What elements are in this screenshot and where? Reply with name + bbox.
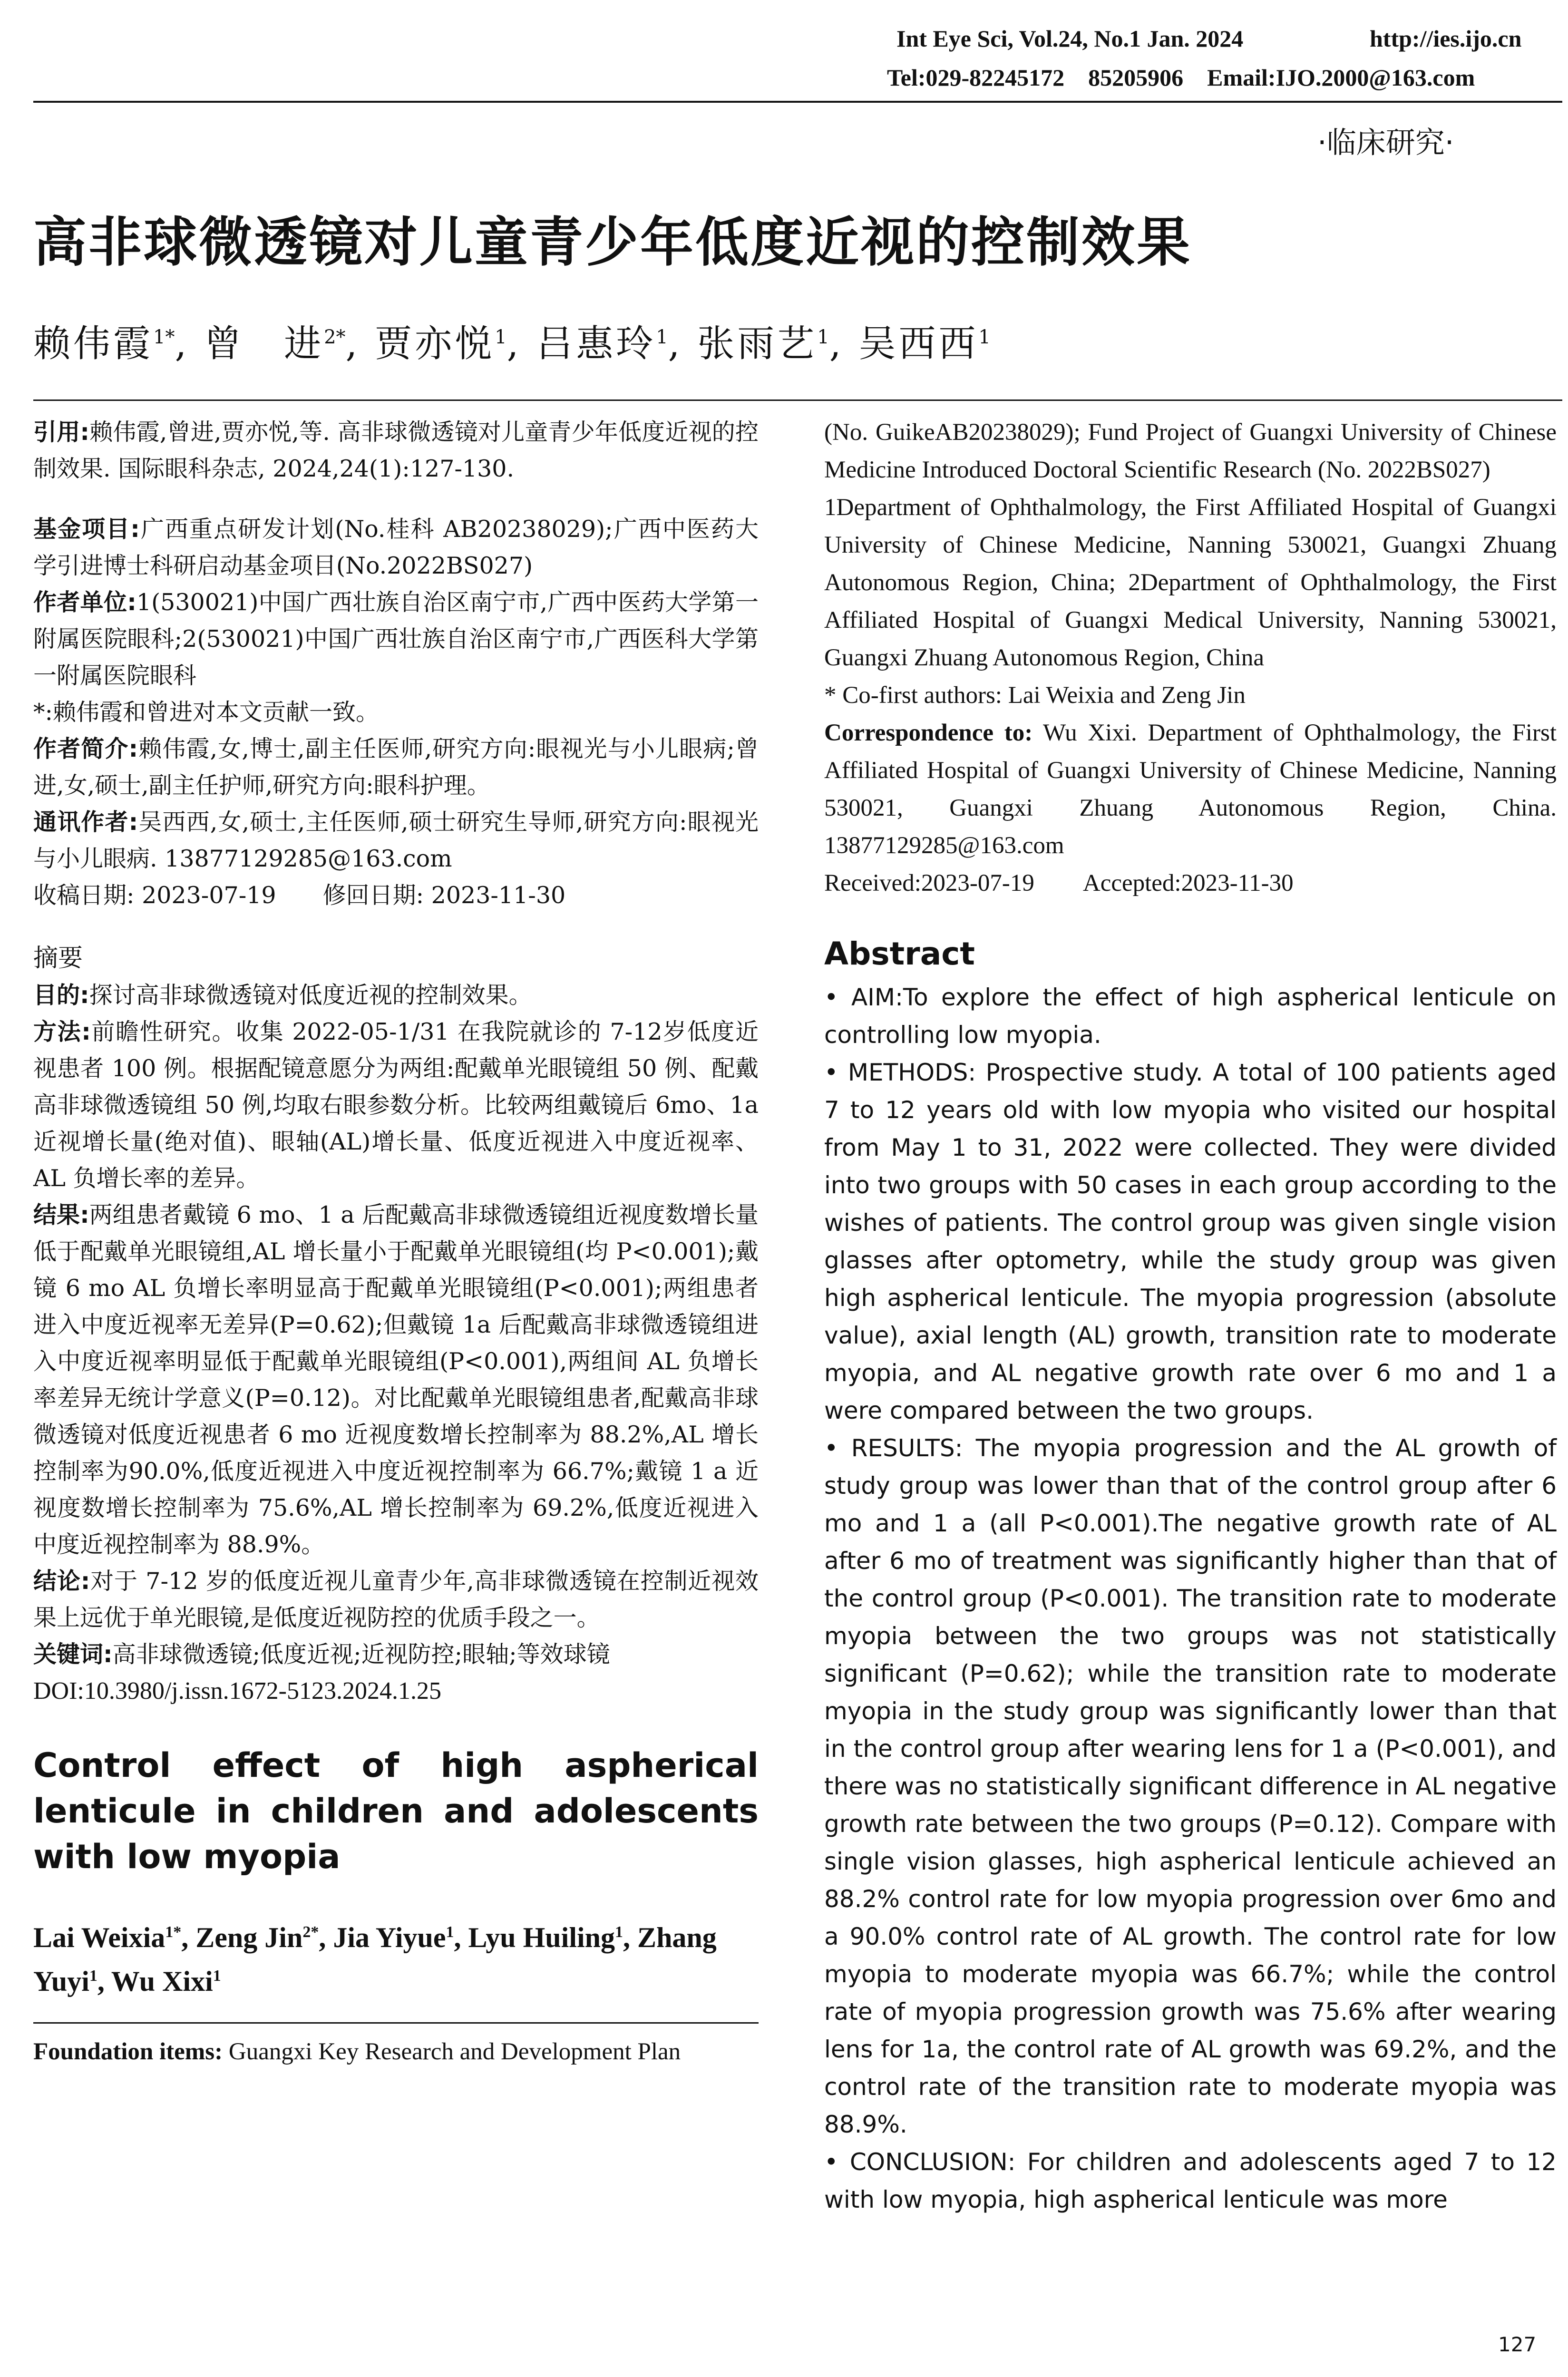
author-name: Wu Xixi: [111, 1966, 213, 1997]
unit-text: 1(530021)中国广西壮族自治区南宁市,广西中医药大学第一附属医院眼科;2(530021)中国广西壮族自治区南宁市,广西医科大学第一附属医院眼科: [33, 589, 759, 689]
foundation-label: Foundation items:: [33, 2038, 223, 2065]
title-rule: [33, 399, 1562, 401]
citation-block: [33, 414, 759, 487]
unit-label: 作者单位:: [33, 589, 136, 616]
journal-citation-line: Int Eye Sci, Vol.24, No.1 Jan. 2024: [896, 25, 1244, 52]
author-name: 赖伟霞: [33, 322, 154, 365]
author-list-en: Lai Weixia$^{1*}$, Zeng Jin$^{2*}$, Jia Yiyue$^1$, Lyu Huiling$^1$, Zhang Yuyi$^1$, Wu Xixi$^1$: [33, 1922, 717, 1997]
author-affiliation-mark: 1: [615, 1923, 623, 1941]
fund-label: 基金项目:: [33, 516, 140, 543]
received-accepted-dates: Received:2023-07-19 Accepted:2023-11-30: [824, 870, 1294, 896]
author-affiliation-mark: 2*: [324, 326, 346, 348]
keywords-label: 关键词:: [33, 1641, 113, 1668]
article-category: ·临床研究·: [1317, 125, 1454, 160]
aim-text: 探讨高非球微透镜对低度近视的控制效果。: [89, 982, 532, 1009]
author-name: Jia Yiyue: [333, 1922, 446, 1953]
methods-block: [33, 1013, 759, 1197]
conclusion-text: 对于 7-12 岁的低度近视儿童青少年,高非球微透镜在控制近视效果上远优于单光眼镜,是低度近视防控的优质手段之一。: [33, 1568, 759, 1631]
received-dates: 收稿日期: 2023-07-19 修回日期: 2023-11-30: [33, 882, 566, 909]
affiliations-en: 1Department of Ophthalmology, the First Affiliated Hospital of Guangxi University of Chinese Medicine, Nanning 530021, Guangxi Zhuang Autonomous Region, China; 2Department of Ophthalmology, the First Affiliated Hospital of Guangxi Medical University, Nanning 530021, Guangxi Zhuang Autonomous Region, China: [824, 494, 1557, 671]
journal-url: http://ies.ijo.cn: [1370, 25, 1522, 52]
article-title: 高非球微透镜对儿童青少年低度近视的控制效果: [33, 212, 1192, 273]
doi: DOI:10.3980/j.issn.1672-5123.2024.1.25: [33, 1677, 441, 1705]
bio-label: 作者简介:: [33, 735, 138, 762]
foundation-items: [33, 2033, 759, 2071]
unit-block: [33, 584, 759, 694]
author-affiliation-mark: 1: [978, 326, 991, 348]
author-name: Lyu Huiling: [468, 1922, 615, 1953]
foundation-continued: (No. GuikeAB20238029); Fund Project of Guangxi University of Chinese Medicine Introduced Doctoral Scientific Research (No. 2022BS027): [824, 419, 1557, 483]
author-name: 吕惠玲: [536, 322, 656, 365]
abstract-heading: 摘要: [33, 944, 83, 973]
author-affiliation-mark: 1: [446, 1923, 454, 1941]
methods-text: 前瞻性研究。收集 2022-05-1/31 在我院就诊的 7-12岁低度近视患者 100 例。根据配镜意愿分为两组:配戴单光眼镜组 50 例、配戴高非球微透镜组 50 例,均取右眼参数分析。比较两组戴镜后 6mo、1a 近视增长量(绝对值)、眼轴(AL)增长量、低度近视进入中度近视率、AL 负增长率的差异。: [33, 1018, 759, 1192]
left-column: [33, 414, 759, 2071]
author-name: 吴西西: [858, 322, 979, 365]
author-affiliation-mark: 1: [89, 1967, 97, 1985]
results-en: • RESULTS: The myopia progression and the AL growth of study group was lower than that of the control group after 6 mo and 1 a (all P<0.001).The negative growth rate of AL after 6 mo of treatment was significantly higher than that of the control group (P<0.001). The transition rate to moderate myopia between the two groups was not statistically significant (P=0.62); while the transition rate to moderate myopia in the study group was significantly lower than that in the control group after wearing lens for 1 a (P<0.001), and there was no statistically significant difference in AL negative growth rate between the two groups (P=0.12). Compare with single vision glasses, high aspherical lenticule achieved an 88.2% control rate for low myopia progression over 6mo and a 90.0% control rate of AL growth. The control rate for low myopia to moderate myopia was 66.7%; while the control rate of myopia progression growth was 75.6% after wearing lens for 1a, the control rate of AL growth was 69.2%, and the control rate of the transition rate to moderate myopia was 88.9%.: [824, 1434, 1557, 2138]
cofirst-note: * Co-first authors: Lai Weixia and Zeng Jin: [824, 682, 1246, 709]
corresponding-label: 通讯作者:: [33, 809, 138, 836]
contribution-note: *:赖伟霞和曾进对本文贡献一致。: [33, 699, 380, 726]
methods-en: • METHODS: Prospective study. A total of 100 patients aged 7 to 12 years old with low myopia who visited our hospital from May 1 to 31, 2022 were collected. They were divided into two groups with 50 cases in each group according to the wishes of patients. The control group was given single vision glasses after optometry, while the study group was given high aspherical lenticule. The myopia progression (absolute value), axial length (AL) growth, transition rate to moderate myopia, and AL negative growth rate over 6 mo and 1 a were compared between the two groups.: [824, 1059, 1557, 1424]
corresponding-block: [33, 804, 759, 877]
aim-label: 目的:: [33, 982, 89, 1009]
keywords-text: 高非球微透镜;低度近视;近视防控;眼轴;等效球镜: [112, 1641, 610, 1668]
correspondence-text: Wu Xixi. Department of Ophthalmology, the First Affiliated Hospital of Guangxi University of Chinese Medicine, Nanning 530021, Guangxi Zhuang Autonomous Region, China. 13877129285@163.com: [824, 720, 1557, 859]
keywords-block: [33, 1636, 759, 1673]
fund-block: [33, 511, 759, 584]
author-list-cn: 赖伟霞$^{1*}$, 曾 进$^{2*}$, 贾亦悦$^1$, 吕惠玲$^1$, 张雨艺$^1$, 吴西西$^1$: [33, 322, 991, 365]
author-affiliation-mark: 1: [495, 326, 507, 348]
right-column: [824, 414, 1557, 2219]
author-affiliation-mark: 1: [817, 326, 829, 348]
results-label: 结果:: [33, 1201, 89, 1228]
author-affiliation-mark: 1*: [153, 326, 175, 348]
author-affiliation-mark: 1: [213, 1967, 221, 1985]
english-title: Control effect of high aspherical lenticule in children and adolescents with low myopia: [33, 1746, 759, 1876]
author-name: Lai Weixia: [33, 1922, 166, 1953]
author-name: Zhang Yuyi: [33, 1922, 717, 1997]
results-block: [33, 1197, 759, 1563]
author-affiliation-mark: 1*: [165, 1923, 182, 1941]
author-name: Zeng Jin: [195, 1922, 303, 1953]
citation-text: 赖伟霞,曾进,贾亦悦,等. 高非球微透镜对儿童青少年低度近视的控制效果. 国际眼科杂志, 2024,24(1):127-130.: [33, 419, 759, 482]
author-affiliation-mark: 2*: [302, 1923, 319, 1941]
corresponding-text: 吴西西,女,硕士,主任医师,硕士研究生导师,研究方向:眼视光与小儿眼病. 13877129285@163.com: [33, 809, 759, 872]
correspondence-block: [824, 714, 1557, 865]
conclusion-label: 结论:: [33, 1568, 90, 1595]
aim-block: [33, 977, 759, 1013]
author-name: 曾 进: [204, 322, 324, 365]
correspondence-label: Correspondence to:: [824, 720, 1033, 746]
abstract-heading-en: Abstract: [824, 935, 975, 972]
aim-en: • AIM:To explore the effect of high aspherical lenticule on controlling low myopia.: [824, 984, 1557, 1049]
journal-contact-line: Tel:029-82245172 85205906 Email:IJO.2000@163.com: [887, 64, 1475, 91]
author-name: 张雨艺: [697, 322, 818, 365]
results-text: 两组患者戴镜 6 mo、1 a 后配戴高非球微透镜组近视度数增长量低于配戴单光眼镜组,AL 增长量小于配戴单光眼镜组(均 P<0.001);戴镜 6 mo AL 负增长率明显高于配戴单光眼镜组(P<0.001);两组患者进入中度近视率无差异(P=0.62);但戴镜 1a 后配戴高非球微透镜组进入中度近视率明显低于配戴单光眼镜组(P<0.001),两组间 AL 负增长率差异无统计学意义(P=0.12)。对比配戴单光眼镜组患者,配戴高非球微透镜对低度近视患者 6 mo 近视度数增长控制率为 88.2%,AL 增长控制率为90.0%,低度近视进入中度近视控制率为 66.7%;戴镜 1 a 近视度数增长控制率为 75.6%,AL 增长控制率为 69.2%,低度近视进入中度近视控制率为 88.9%。: [33, 1201, 759, 1558]
conclusion-en: • CONCLUSION: For children and adolescents aged 7 to 12 with low myopia, high aspherical lenticule was more: [824, 2148, 1557, 2213]
author-affiliation-mark: 1: [656, 326, 668, 348]
header-rule: [33, 101, 1562, 103]
conclusion-block: [33, 1563, 759, 1636]
citation-label: 引用:: [33, 419, 89, 446]
bio-block: [33, 731, 759, 804]
bio-text: 赖伟霞,女,博士,副主任医师,研究方向:眼视光与小儿眼病;曾进,女,硕士,副主任护师,研究方向:眼科护理。: [33, 735, 759, 799]
page-number: 127: [1498, 2333, 1537, 2356]
fund-text: 广西重点研发计划(No.桂科 AB20238029);广西中医药大学引进博士科研启动基金项目(No.2022BS027): [33, 516, 759, 579]
methods-label: 方法:: [33, 1018, 91, 1045]
author-name: 贾亦悦: [375, 322, 495, 365]
foundation-text: Guangxi Key Research and Development Plan: [228, 2038, 681, 2065]
